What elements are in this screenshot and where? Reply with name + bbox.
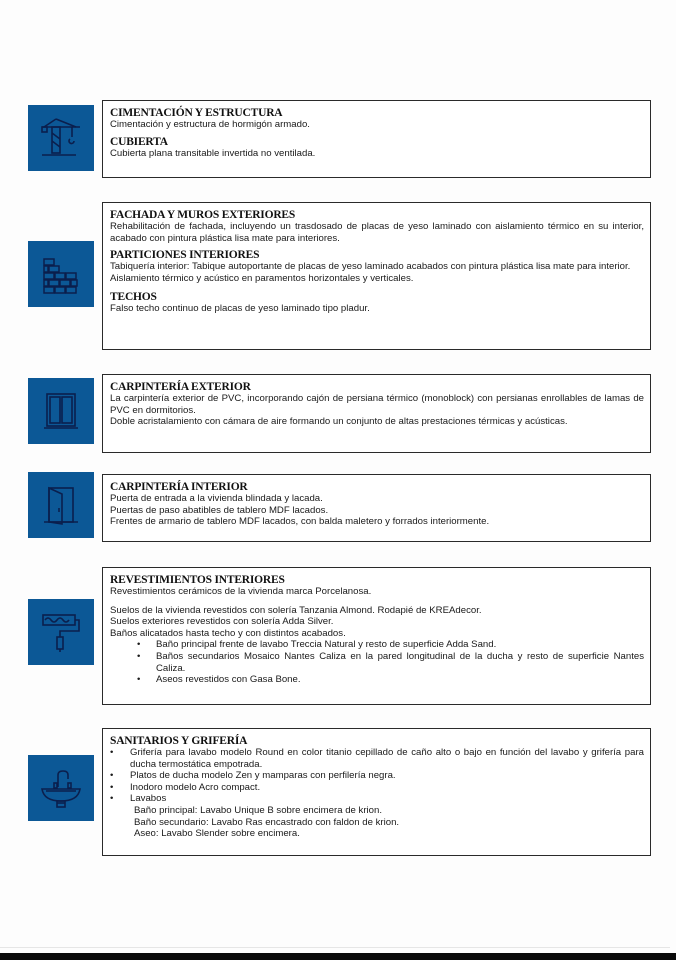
- text-cimentacion: Cimentación y estructura de hormigón armado.: [110, 119, 310, 130]
- text-carpinteria-interior-3: Frentes de armario de tablero MDF lacados, con balda maletero y forrados interiormente.: [110, 516, 490, 528]
- window-icon-box: [28, 378, 94, 444]
- list-item: • Aseos revestidos con Gasa Bone.: [110, 674, 644, 686]
- interior-carpentry-card: [102, 474, 651, 542]
- list-item: • Inodoro modelo Acro compact.: [110, 782, 644, 794]
- lavabo-secundario: Baño secundario: Lavabo Ras encastrado con faldon de krion.: [134, 816, 400, 828]
- crane-icon: [36, 113, 86, 163]
- text-suelos-exteriores: Suelos exteriores revestidos con solería Adda Silver.: [110, 616, 334, 628]
- door-icon-box: [28, 472, 94, 538]
- list-item: • Baño principal frente de lavabo Treccia Natural y resto de superficie Adda Sand.: [110, 639, 644, 651]
- text-carpinteria-exterior-1: La carpintería exterior de PVC, incorporando cajón de persiana térmico (monoblock) con persianas enrollables de lamas de PVC en dormitorios.: [110, 393, 644, 416]
- heading-cubierta: CUBIERTA: [110, 135, 168, 148]
- heading-fachada: FACHADA Y MUROS EXTERIORES: [110, 209, 296, 221]
- page-bottom-bar: [0, 953, 676, 960]
- paint-roller-icon: [36, 607, 86, 657]
- text-particiones-1: Tabiquería interior: Tabique autoportante de placas de yeso laminado acabados con pintura plástica lisa mate para interior.: [110, 261, 631, 273]
- list-item: • Lavabos: [110, 793, 644, 805]
- sanitary-list: [110, 747, 644, 805]
- lavabo-aseo: Aseo: Lavabo Slender sobre encimera.: [134, 828, 300, 840]
- structure-card: [102, 100, 651, 178]
- text-suelos-vivienda: Suelos de la vivienda revestidos con solería Tanzania Almond. Rodapié de KREAdecor.: [110, 604, 482, 616]
- sink-icon: [36, 763, 86, 813]
- exterior-carpentry-card: [102, 374, 651, 453]
- interior-finishes-card: [102, 567, 651, 705]
- heading-particiones: PARTICIONES INTERIORES: [110, 249, 260, 262]
- text-revestimientos: Revestimientos cerámicos de la vivienda marca Porcelanosa.: [110, 586, 372, 597]
- text-particiones-2: Aislamiento térmico y acústico en paramentos horizontales y verticales.: [110, 272, 414, 284]
- text-carpinteria-exterior-2: Doble acristalamiento con cámara de aire formando un conjunto de altas prestaciones térmicas y acústicas.: [110, 416, 568, 428]
- door-icon: [36, 480, 86, 530]
- text-cubierta: Cubierta plana transitable invertida no ventilada.: [110, 147, 316, 159]
- text-techos: Falso techo continuo de placas de yeso laminado tipo pladur.: [110, 303, 370, 315]
- brick-wall-icon-box: [28, 241, 94, 307]
- heading-carpinteria-interior: CARPINTERÍA INTERIOR: [110, 481, 248, 493]
- text-carpinteria-interior-2: Puertas de paso abatibles de tablero MDF lacados.: [110, 504, 329, 516]
- heading-cimentacion: CIMENTACIÓN Y ESTRUCTURA: [110, 107, 283, 119]
- paint-roller-icon-box: [28, 599, 94, 665]
- heading-sanitarios: SANITARIOS Y GRIFERÍA: [110, 735, 248, 747]
- heading-revestimientos: REVESTIMIENTOS INTERIORES: [110, 574, 285, 586]
- bathroom-finishes-list: [110, 639, 644, 685]
- list-item: • Baños secundarios Mosaico Nantes Caliza en la pared longitudinal de la ducha y resto de superficie Nantes Caliza.: [110, 651, 644, 674]
- text-banos-alicatados: Baños alicatados hasta techo y con distintos acabados.: [110, 627, 346, 639]
- list-item: • Platos de ducha modelo Zen y mamparas con perfilería negra.: [110, 770, 644, 782]
- sink-icon-box: [28, 755, 94, 821]
- sanitary-card: [102, 728, 651, 856]
- lavabo-principal: Baño principal: Lavabo Unique B sobre encimera de krion.: [134, 804, 382, 816]
- brick-wall-icon: [36, 249, 86, 299]
- list-item: • Grifería para lavabo modelo Round en color titanio cepillado de caño alto o bajo en función del lavabo y grifería para ducha termostática empotrada.: [110, 747, 644, 770]
- text-fachada: Rehabilitación de fachada, incluyendo un trasdosado de placas de yeso laminado con aislamiento térmico en su interior, acabado con pintura plástica lisa mate para interiores.: [110, 221, 644, 244]
- text-carpinteria-interior-1: Puerta de entrada a la vivienda blindada y lacada.: [110, 493, 323, 504]
- page-divider: [0, 947, 670, 948]
- heading-techos: TECHOS: [110, 291, 157, 304]
- window-icon: [36, 386, 86, 436]
- heading-carpinteria-exterior: CARPINTERÍA EXTERIOR: [110, 381, 251, 393]
- crane-icon-box: [28, 105, 94, 171]
- facade-card: [102, 202, 651, 350]
